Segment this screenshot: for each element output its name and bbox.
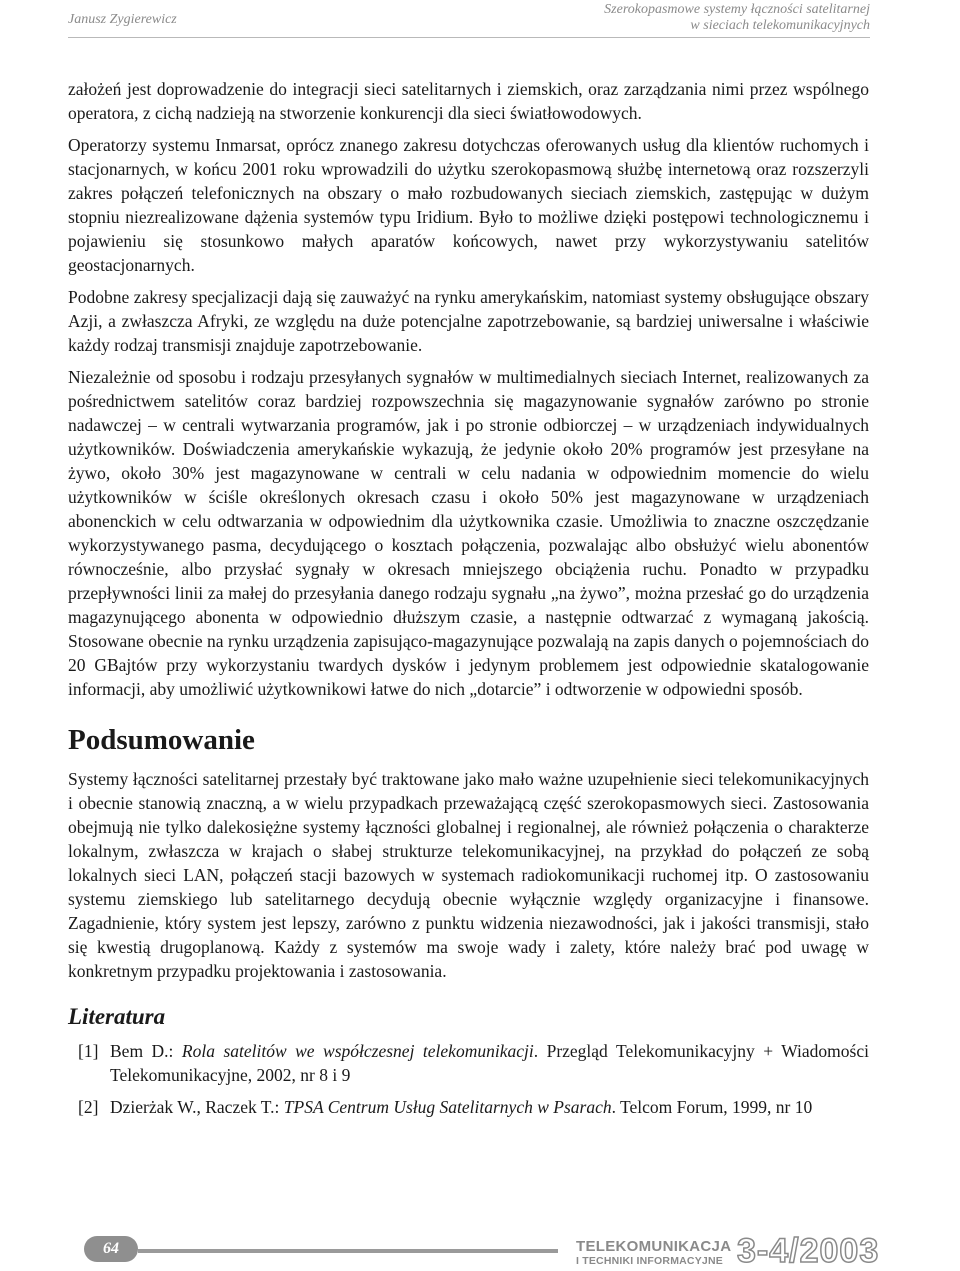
body-paragraph: Operatorzy systemu Inmarsat, oprócz znanego zakresu dotychczas oferowanych usług dla klientów ruchomych i stacjonarnych, w końcu 2001 roku wprowadzili do użytku szerokopasmową służbę internetową oraz rozszerzyli zakres połączeń telefonicznych na obszary o mało rozbudowanych sieciach ziemskich, zastępując w dużym stopniu niezrealizowane dążenia systemów typu Iridium. Było to możliwe dzięki postępowi technologicznemu i pojawieniu się stosunkowo małych aparatów końcowych, nawet przy wykorzystywaniu satelitów geostacjonarnych. (68, 135, 869, 275)
reference-item (68, 1039, 869, 1087)
page-number-badge: 64 (84, 1236, 138, 1262)
running-header-author: Janusz Zygierewicz (68, 12, 177, 27)
magazine-name (576, 1240, 731, 1268)
running-header-title (604, 2, 870, 34)
reference-title: TPSA Centrum Usług Satelitarnych w Psarach (283, 1097, 612, 1117)
summary-paragraph: Systemy łączności satelitarnej przestały być traktowane jako mało ważne uzupełnienie sieci telekomunikacyjnych i obecnie stanowią znaczną, a w wielu przypadkach przeważającą część szerokopasmowych sieci. Zastosowania obejmują nie tylko dalekosiężne systemy łączności globalnej i regionalnej, ale również połączenia o charakterze lokalnym, zwłaszcza w krajach o słabej strukturze telekomunikacyjnej, na przykład do połączeń ze sobą lokalnych sieci LAN, połączeń stacji bazowych w systemach radiokomunikacji ruchomej itp. O zastosowaniu systemu ziemskiego lub satelitarnego decydują obecnie wyłącznie względy organizacyjne i finansowe. Zagadnienie, który system jest lepszy, zarówno z punktu widzenia niezawodności, jak i jakości transmisji, stało się kwestią drugoplanową. Każdy z systemów ma swoje wady i zalety, które należy brać pod uwagę w konkretnym przypadku projektowania i zastosowania. (68, 769, 869, 981)
header-divider (68, 37, 870, 38)
section-heading-summary: Podsumowanie (68, 724, 255, 756)
magazine-name-line2: I TECHNIKI INFORMACYJNE (576, 1255, 723, 1267)
running-header-title-line1: Szerokopasmowe systemy łączności satelitarnej (604, 2, 870, 17)
article-body (68, 77, 869, 1127)
reference-source: . Telcom Forum, 1999, nr 10 (611, 1097, 813, 1117)
reference-number: [1] (78, 1041, 99, 1061)
reference-title: Rola satelitów we współczesnej telekomunikacji (181, 1041, 534, 1061)
magazine-name-line1: TELEKOMUNIKACJA (576, 1238, 732, 1255)
body-paragraph: Podobne zakresy specjalizacji dają się zauważyć na rynku amerykańskim, natomiast systemy obsługujące obszary Azji, a zwłaszcza Afryki, ze względu na duże potencjalne zapotrzebowanie, są bardziej uniwersalne i właściwie każdy rodzaj transmisji znajduje zapotrzebowanie. (68, 287, 869, 355)
reference-number: [2] (78, 1097, 99, 1117)
footer-divider (138, 1249, 558, 1253)
reference-authors: Bem D.: (110, 1041, 182, 1061)
body-paragraph: Niezależnie od sposobu i rodzaju przesyłanych sygnałów w multimedialnych sieciach Internet, realizowanych za pośrednictwem satelitów coraz bardziej rozpowszechnia się magazynowanie sygnałów zarówno po stronie nadawczej – w centrali wytwarzania programów, jak i po stronie odbiorczej – w urządzeniach indywidualnych użytkowników. Doświadczenia amerykańskie wykazują, że jedynie około 20% programów jest przesyłane na żywo, około 30% jest magazynowane w centrali w celu nadania w odpowiednim momencie do wielu użytkowników w ściśle określonych okresach czasu i około 50% jest magazynowane w urządzeniach abonenckich w celu odtwarzania w odpowiednim dla użytkownika czasie. Umożliwia to znaczne oszczędzanie wykorzystywanego pasma, decydującego o kosztach połączenia, pozwalając albo obsłużyć wielu abonentów równocześnie, albo przysłać sygnały w okresach mniejszego obciążenia ruchu. Ponadto w przypadku przepływności linii za małej do przesyłania danego rodzaju sygnału „na żywo”, można przesłać go do urządzenia magazynującego abonenta w odpowiednio dłuższym czasie, a następnie odtwarzać z wymaganą jakością. Stosowane obecnie na rynku urządzenia zapisująco-magazynujące pozwalają na zapis danych o pojemnościach do 20 GBajtów przy wykorzystaniu twardych dysków i jedynym problemem jest odpowiednie skatalogowanie informacji, aby umożliwić użytkownikowi łatwe do nich „dotarcie” i odtworzenie w odpowiedni sposób. (68, 367, 869, 699)
reference-list (68, 1039, 869, 1119)
issue-number: 3-4/2003 (737, 1232, 880, 1270)
running-header-title-line2: w sieciach telekomunikacyjnych (690, 18, 870, 33)
reference-source: . Przegląd Telekomunikacyjny + Wiadomości Telekomunikacyjne, 2002, nr 8 i 9 (110, 1041, 869, 1085)
body-paragraph: założeń jest doprowadzenie do integracji sieci satelitarnych i ziemskich, oraz zarządzania nimi przez wspólnego operatora, z cichą nadzieją na stworzenie konkurencji dla sieci światłowodowych. (68, 79, 869, 123)
reference-item (68, 1095, 869, 1119)
reference-authors: Dzierżak W., Raczek T.: (110, 1097, 284, 1117)
section-heading-literature: Literatura (68, 1004, 166, 1029)
